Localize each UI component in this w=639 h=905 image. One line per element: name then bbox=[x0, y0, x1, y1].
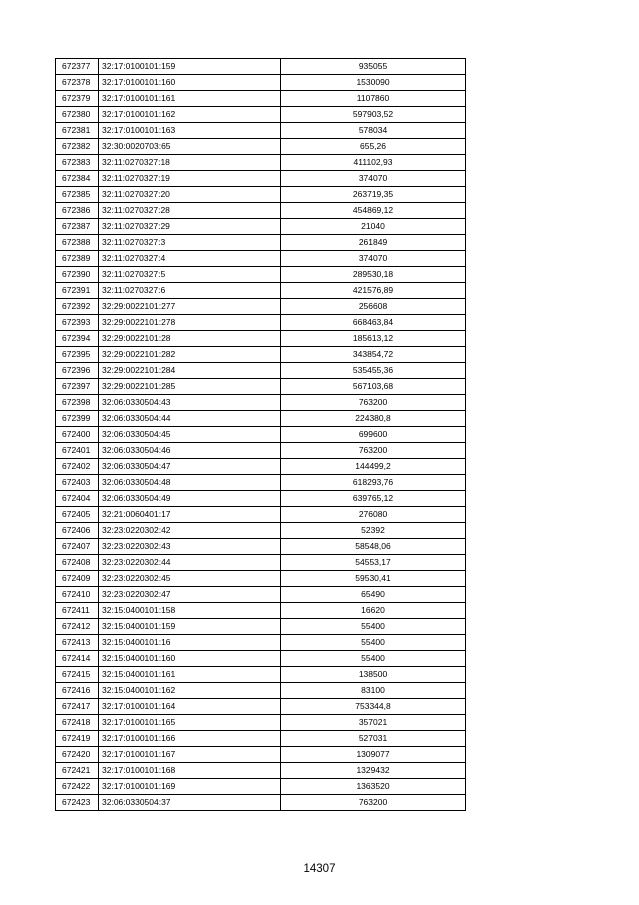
cadastral-number: 32:29:0022101:285 bbox=[99, 379, 281, 395]
row-id: 672416 bbox=[56, 683, 99, 699]
table-row bbox=[56, 315, 466, 331]
table-row bbox=[56, 443, 466, 459]
cadastral-value: 55400 bbox=[281, 651, 466, 667]
row-id: 672398 bbox=[56, 395, 99, 411]
cadastral-value: 411102,93 bbox=[281, 155, 466, 171]
table-row bbox=[56, 187, 466, 203]
table-row bbox=[56, 427, 466, 443]
cadastral-number: 32:23:0220302:43 bbox=[99, 539, 281, 555]
table-row bbox=[56, 107, 466, 123]
cadastral-value: 65490 bbox=[281, 587, 466, 603]
cadastral-value: 1309077 bbox=[281, 747, 466, 763]
cadastral-value: 1530090 bbox=[281, 75, 466, 91]
table-row bbox=[56, 363, 466, 379]
row-id: 672411 bbox=[56, 603, 99, 619]
cadastral-number: 32:11:0270327:28 bbox=[99, 203, 281, 219]
row-id: 672401 bbox=[56, 443, 99, 459]
row-id: 672384 bbox=[56, 171, 99, 187]
cadastral-value: 763200 bbox=[281, 395, 466, 411]
cadastral-number: 32:06:0330504:37 bbox=[99, 795, 281, 811]
table-row bbox=[56, 411, 466, 427]
cadastral-number: 32:15:0400101:162 bbox=[99, 683, 281, 699]
table-row bbox=[56, 267, 466, 283]
cadastral-number: 32:29:0022101:28 bbox=[99, 331, 281, 347]
row-id: 672403 bbox=[56, 475, 99, 491]
cadastral-number: 32:11:0270327:19 bbox=[99, 171, 281, 187]
cadastral-number: 32:29:0022101:284 bbox=[99, 363, 281, 379]
cadastral-value: 357021 bbox=[281, 715, 466, 731]
row-id: 672412 bbox=[56, 619, 99, 635]
table-row bbox=[56, 523, 466, 539]
cadastral-number: 32:15:0400101:159 bbox=[99, 619, 281, 635]
table-row bbox=[56, 603, 466, 619]
cadastral-number: 32:15:0400101:16 bbox=[99, 635, 281, 651]
table-row bbox=[56, 683, 466, 699]
row-id: 672397 bbox=[56, 379, 99, 395]
cadastral-value: 263719,35 bbox=[281, 187, 466, 203]
cadastral-number: 32:17:0100101:168 bbox=[99, 763, 281, 779]
table-body bbox=[56, 59, 466, 811]
table-row bbox=[56, 747, 466, 763]
cadastral-value: 52392 bbox=[281, 523, 466, 539]
cadastral-number: 32:15:0400101:160 bbox=[99, 651, 281, 667]
table-row bbox=[56, 251, 466, 267]
row-id: 672414 bbox=[56, 651, 99, 667]
cadastral-value: 763200 bbox=[281, 443, 466, 459]
cadastral-value: 1107860 bbox=[281, 91, 466, 107]
cadastral-value: 54553,17 bbox=[281, 555, 466, 571]
cadastral-number: 32:17:0100101:164 bbox=[99, 699, 281, 715]
cadastral-value: 59530,41 bbox=[281, 571, 466, 587]
cadastral-value: 655,26 bbox=[281, 139, 466, 155]
cadastral-value: 567103,68 bbox=[281, 379, 466, 395]
row-id: 672423 bbox=[56, 795, 99, 811]
row-id: 672407 bbox=[56, 539, 99, 555]
cadastral-number: 32:23:0220302:44 bbox=[99, 555, 281, 571]
cadastral-value: 55400 bbox=[281, 635, 466, 651]
cadastral-number: 32:06:0330504:49 bbox=[99, 491, 281, 507]
table-row bbox=[56, 699, 466, 715]
cadastral-value: 21040 bbox=[281, 219, 466, 235]
cadastral-number: 32:17:0100101:165 bbox=[99, 715, 281, 731]
page-number: 14307 bbox=[303, 863, 336, 875]
table-row bbox=[56, 331, 466, 347]
cadastral-value: 527031 bbox=[281, 731, 466, 747]
row-id: 672404 bbox=[56, 491, 99, 507]
cadastral-number: 32:29:0022101:277 bbox=[99, 299, 281, 315]
cadastral-value: 935055 bbox=[281, 59, 466, 75]
cadastral-value: 16620 bbox=[281, 603, 466, 619]
table-row bbox=[56, 459, 466, 475]
cadastral-value: 454869,12 bbox=[281, 203, 466, 219]
table-row bbox=[56, 587, 466, 603]
row-id: 672410 bbox=[56, 587, 99, 603]
table-row bbox=[56, 651, 466, 667]
row-id: 672413 bbox=[56, 635, 99, 651]
row-id: 672379 bbox=[56, 91, 99, 107]
row-id: 672377 bbox=[56, 59, 99, 75]
cadastral-number: 32:11:0270327:6 bbox=[99, 283, 281, 299]
cadastral-number: 32:17:0100101:161 bbox=[99, 91, 281, 107]
row-id: 672391 bbox=[56, 283, 99, 299]
cadastral-value: 578034 bbox=[281, 123, 466, 139]
row-id: 672392 bbox=[56, 299, 99, 315]
cadastral-number: 32:17:0100101:169 bbox=[99, 779, 281, 795]
row-id: 672405 bbox=[56, 507, 99, 523]
row-id: 672388 bbox=[56, 235, 99, 251]
cadastral-number: 32:11:0270327:20 bbox=[99, 187, 281, 203]
cadastral-number: 32:11:0270327:4 bbox=[99, 251, 281, 267]
cadastral-number: 32:17:0100101:163 bbox=[99, 123, 281, 139]
cadastral-value: 668463,84 bbox=[281, 315, 466, 331]
cadastral-value: 144499,2 bbox=[281, 459, 466, 475]
row-id: 672385 bbox=[56, 187, 99, 203]
cadastral-number: 32:15:0400101:161 bbox=[99, 667, 281, 683]
row-id: 672415 bbox=[56, 667, 99, 683]
table-row bbox=[56, 715, 466, 731]
table-row bbox=[56, 395, 466, 411]
table-row bbox=[56, 555, 466, 571]
cadastral-value: 763200 bbox=[281, 795, 466, 811]
row-id: 672387 bbox=[56, 219, 99, 235]
row-id: 672383 bbox=[56, 155, 99, 171]
row-id: 672380 bbox=[56, 107, 99, 123]
row-id: 672389 bbox=[56, 251, 99, 267]
cadastral-number: 32:17:0100101:166 bbox=[99, 731, 281, 747]
cadastral-number: 32:06:0330504:47 bbox=[99, 459, 281, 475]
table-row bbox=[56, 299, 466, 315]
table-row bbox=[56, 219, 466, 235]
cadastral-value: 83100 bbox=[281, 683, 466, 699]
table-row bbox=[56, 171, 466, 187]
row-id: 672406 bbox=[56, 523, 99, 539]
table-row bbox=[56, 619, 466, 635]
row-id: 672396 bbox=[56, 363, 99, 379]
cadastral-value: 421576,89 bbox=[281, 283, 466, 299]
table-row bbox=[56, 539, 466, 555]
cadastral-value: 256608 bbox=[281, 299, 466, 315]
cadastral-number: 32:11:0270327:3 bbox=[99, 235, 281, 251]
cadastral-number: 32:06:0330504:48 bbox=[99, 475, 281, 491]
table-row bbox=[56, 91, 466, 107]
row-id: 672386 bbox=[56, 203, 99, 219]
cadastral-number: 32:23:0220302:42 bbox=[99, 523, 281, 539]
table-row bbox=[56, 763, 466, 779]
cadastral-value-table bbox=[55, 58, 466, 811]
cadastral-value: 374070 bbox=[281, 171, 466, 187]
cadastral-number: 32:15:0400101:158 bbox=[99, 603, 281, 619]
cadastral-value: 753344,8 bbox=[281, 699, 466, 715]
table-row bbox=[56, 491, 466, 507]
table-row bbox=[56, 667, 466, 683]
cadastral-value: 699600 bbox=[281, 427, 466, 443]
table-row bbox=[56, 139, 466, 155]
table-row bbox=[56, 795, 466, 811]
cadastral-value: 261849 bbox=[281, 235, 466, 251]
cadastral-number: 32:17:0100101:162 bbox=[99, 107, 281, 123]
table-row bbox=[56, 731, 466, 747]
cadastral-number: 32:06:0330504:45 bbox=[99, 427, 281, 443]
cadastral-value: 639765,12 bbox=[281, 491, 466, 507]
row-id: 672400 bbox=[56, 427, 99, 443]
cadastral-number: 32:29:0022101:282 bbox=[99, 347, 281, 363]
table-row bbox=[56, 379, 466, 395]
cadastral-number: 32:17:0100101:159 bbox=[99, 59, 281, 75]
row-id: 672409 bbox=[56, 571, 99, 587]
cadastral-value: 185613,12 bbox=[281, 331, 466, 347]
row-id: 672417 bbox=[56, 699, 99, 715]
table-row bbox=[56, 155, 466, 171]
cadastral-value: 1329432 bbox=[281, 763, 466, 779]
cadastral-number: 32:11:0270327:5 bbox=[99, 267, 281, 283]
cadastral-number: 32:30:0020703:65 bbox=[99, 139, 281, 155]
cadastral-number: 32:11:0270327:18 bbox=[99, 155, 281, 171]
row-id: 672421 bbox=[56, 763, 99, 779]
cadastral-value: 597903,52 bbox=[281, 107, 466, 123]
cadastral-value: 374070 bbox=[281, 251, 466, 267]
cadastral-value: 55400 bbox=[281, 619, 466, 635]
cadastral-number: 32:06:0330504:46 bbox=[99, 443, 281, 459]
cadastral-number: 32:23:0220302:47 bbox=[99, 587, 281, 603]
cadastral-value: 618293,76 bbox=[281, 475, 466, 491]
cadastral-value: 138500 bbox=[281, 667, 466, 683]
row-id: 672378 bbox=[56, 75, 99, 91]
cadastral-number: 32:06:0330504:43 bbox=[99, 395, 281, 411]
table-row bbox=[56, 203, 466, 219]
table-row bbox=[56, 283, 466, 299]
row-id: 672408 bbox=[56, 555, 99, 571]
table-row bbox=[56, 571, 466, 587]
row-id: 672395 bbox=[56, 347, 99, 363]
table-row bbox=[56, 123, 466, 139]
table-row bbox=[56, 235, 466, 251]
cadastral-value: 224380,8 bbox=[281, 411, 466, 427]
cadastral-value: 1363520 bbox=[281, 779, 466, 795]
row-id: 672399 bbox=[56, 411, 99, 427]
cadastral-value: 535455,36 bbox=[281, 363, 466, 379]
cadastral-number: 32:17:0100101:160 bbox=[99, 75, 281, 91]
row-id: 672402 bbox=[56, 459, 99, 475]
cadastral-value: 276080 bbox=[281, 507, 466, 523]
cadastral-value: 289530,18 bbox=[281, 267, 466, 283]
cadastral-number: 32:23:0220302:45 bbox=[99, 571, 281, 587]
cadastral-number: 32:17:0100101:167 bbox=[99, 747, 281, 763]
table-row bbox=[56, 507, 466, 523]
table-row bbox=[56, 779, 466, 795]
row-id: 672382 bbox=[56, 139, 99, 155]
cadastral-number: 32:29:0022101:278 bbox=[99, 315, 281, 331]
table-row bbox=[56, 75, 466, 91]
row-id: 672394 bbox=[56, 331, 99, 347]
row-id: 672420 bbox=[56, 747, 99, 763]
row-id: 672381 bbox=[56, 123, 99, 139]
table-row bbox=[56, 475, 466, 491]
cadastral-number: 32:11:0270327:29 bbox=[99, 219, 281, 235]
table-row bbox=[56, 347, 466, 363]
row-id: 672422 bbox=[56, 779, 99, 795]
row-id: 672390 bbox=[56, 267, 99, 283]
cadastral-number: 32:06:0330504:44 bbox=[99, 411, 281, 427]
table-row bbox=[56, 59, 466, 75]
cadastral-value: 343854,72 bbox=[281, 347, 466, 363]
cadastral-value: 58548,06 bbox=[281, 539, 466, 555]
row-id: 672393 bbox=[56, 315, 99, 331]
row-id: 672418 bbox=[56, 715, 99, 731]
row-id: 672419 bbox=[56, 731, 99, 747]
table-row bbox=[56, 635, 466, 651]
cadastral-number: 32:21:0060401:17 bbox=[99, 507, 281, 523]
